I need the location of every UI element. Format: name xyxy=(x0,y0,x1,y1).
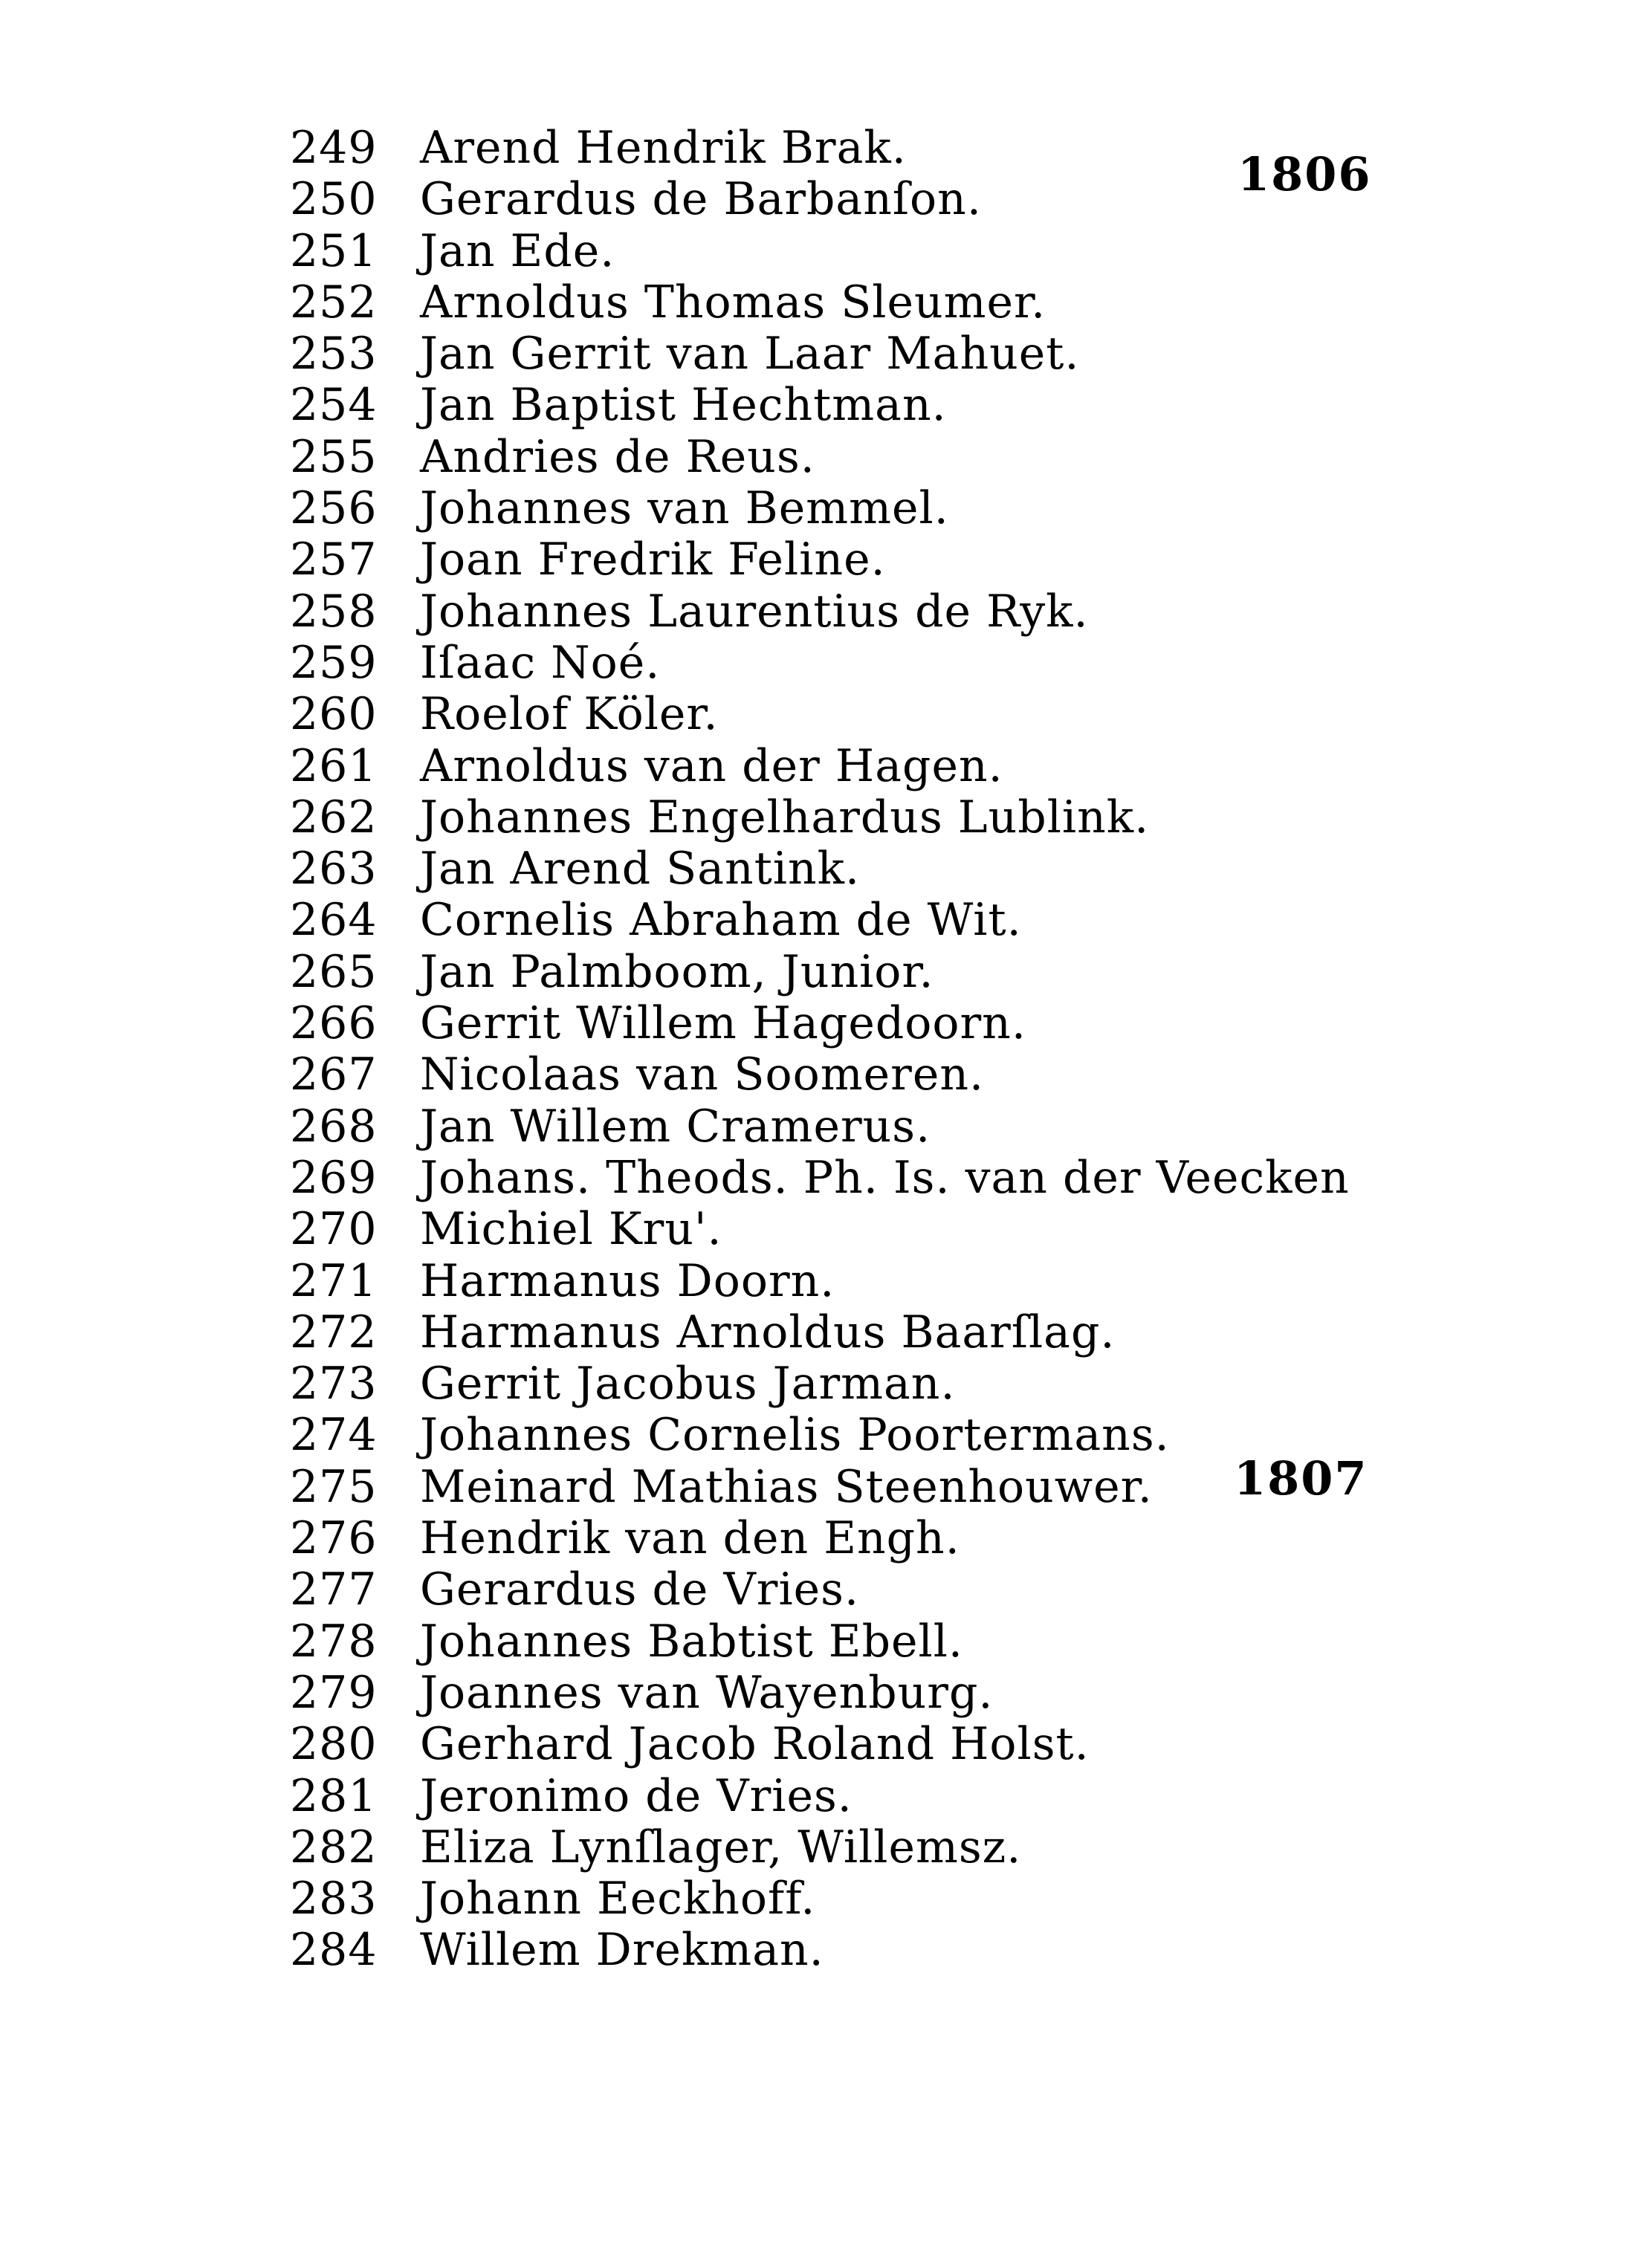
entry-name: Jan Gerrit van Laar Mahuet. xyxy=(420,328,1080,380)
entry-name: Gerardus de Vries. xyxy=(420,1564,860,1616)
list-item xyxy=(290,792,1449,843)
entry-name: Arend Hendrik Brak. xyxy=(420,122,907,174)
list-item xyxy=(290,1410,1449,1461)
entry-name: Jan Ede. xyxy=(420,224,615,277)
entry-number: 279 xyxy=(290,1666,378,1719)
entry-name: Jan Baptist Hechtman. xyxy=(420,379,947,432)
entry-name: Johannes van Bemmel. xyxy=(420,482,949,535)
entry-name: Joannes van Wayenburg. xyxy=(420,1666,994,1719)
entry-name: Hendrik van den Engh. xyxy=(420,1512,960,1565)
entry-name: Nicolaas van Soomeren. xyxy=(420,1049,985,1101)
entry-name: Johannes Engelhardus Lublink. xyxy=(420,791,1150,843)
entry-name: Arnoldus Thomas Sleumer. xyxy=(420,276,1046,328)
list-item xyxy=(290,483,1449,534)
list-item xyxy=(290,1049,1449,1101)
list-item xyxy=(290,1256,1449,1307)
list-item xyxy=(290,1668,1449,1719)
entry-name: Gerrit Jacobus Jarman. xyxy=(420,1358,956,1410)
entry-name: Johannes Cornelis Poortermans. xyxy=(420,1409,1170,1462)
year-marker-1806: 1806 xyxy=(1238,147,1372,201)
entry-number: 276 xyxy=(290,1512,378,1565)
list-item xyxy=(290,277,1449,328)
entry-name: Jeronimo de Vries. xyxy=(420,1769,852,1822)
entry-number: 265 xyxy=(290,945,378,998)
list-item xyxy=(290,1358,1449,1410)
entry-number: 261 xyxy=(290,739,378,792)
list-item xyxy=(290,1616,1449,1668)
entry-number: 283 xyxy=(290,1873,378,1925)
list-item xyxy=(290,328,1449,380)
list-item xyxy=(290,998,1449,1049)
list-item xyxy=(290,1564,1449,1616)
entry-number: 273 xyxy=(290,1358,378,1410)
entry-name: Andries de Reus. xyxy=(420,430,815,483)
entry-name: Gerhard Jacob Roland Holst. xyxy=(420,1718,1090,1771)
entry-number: 258 xyxy=(290,585,378,638)
entry-number: 263 xyxy=(290,843,378,895)
list-item xyxy=(290,1101,1449,1153)
entry-name: Eliza Lynſlager, Willemsz. xyxy=(420,1821,1022,1873)
list-item xyxy=(290,895,1449,946)
list-item xyxy=(290,123,1449,174)
entry-number: 278 xyxy=(290,1615,378,1668)
list-item xyxy=(290,689,1449,740)
list-item xyxy=(290,1307,1449,1358)
list-item xyxy=(290,1204,1449,1255)
list-item xyxy=(290,1873,1449,1925)
list-item xyxy=(290,226,1449,277)
entry-number: 249 xyxy=(290,122,378,174)
entry-name: Gerardus de Barbanſon. xyxy=(420,173,982,226)
entry-number: 269 xyxy=(290,1151,378,1204)
entry-number: 254 xyxy=(290,379,378,432)
entry-name: Cornelis Abraham de Wit. xyxy=(420,894,1022,947)
list-item xyxy=(290,586,1449,638)
entry-number: 260 xyxy=(290,688,378,741)
list-item xyxy=(290,1462,1449,1513)
entry-number: 256 xyxy=(290,482,378,535)
entry-name: Johannes Laurentius de Ryk. xyxy=(420,585,1089,638)
entry-number: 284 xyxy=(290,1924,378,1977)
entry-number: 262 xyxy=(290,791,378,843)
list-item xyxy=(290,432,1449,483)
entry-number: 252 xyxy=(290,276,378,328)
list-item xyxy=(290,1822,1449,1873)
entry-name: Arnoldus van der Hagen. xyxy=(420,739,1003,792)
list-item xyxy=(290,638,1449,689)
list-item xyxy=(290,1719,1449,1770)
entry-number: 250 xyxy=(290,173,378,226)
entry-number: 270 xyxy=(290,1203,378,1256)
entry-name: Johannes Babtist Ebell. xyxy=(420,1615,963,1668)
list-item xyxy=(290,174,1449,225)
entry-number: 253 xyxy=(290,328,378,380)
entry-name: Jan Arend Santink. xyxy=(420,843,861,895)
list-item xyxy=(290,1771,1449,1822)
list-item xyxy=(290,1925,1449,1976)
entry-name: Roelof Köler. xyxy=(420,688,719,741)
entry-name: Gerrit Willem Hagedoorn. xyxy=(420,997,1026,1050)
entry-number: 272 xyxy=(290,1306,378,1358)
entry-number: 281 xyxy=(290,1769,378,1822)
entry-number: 275 xyxy=(290,1460,378,1513)
entry-name: Johann Eeckhoff. xyxy=(420,1873,816,1925)
list-item xyxy=(290,843,1449,895)
entry-number: 264 xyxy=(290,894,378,947)
entry-name: Jan Palmboom, Junior. xyxy=(420,945,934,998)
entry-number: 282 xyxy=(290,1821,378,1873)
member-list xyxy=(290,123,1449,1977)
entry-name: Johans. Theods. Ph. Is. van der Veecken xyxy=(420,1151,1350,1204)
entry-number: 257 xyxy=(290,534,378,586)
entry-number: 266 xyxy=(290,997,378,1050)
entry-number: 259 xyxy=(290,636,378,689)
list-item xyxy=(290,1153,1449,1204)
entry-name: Iſaac Noé. xyxy=(420,636,661,689)
entry-name: Jan Willem Cramerus. xyxy=(420,1100,931,1153)
entry-name: Harmanus Doorn. xyxy=(420,1254,835,1307)
entry-number: 267 xyxy=(290,1049,378,1101)
year-marker-1807: 1807 xyxy=(1234,1451,1368,1506)
entry-name: Michiel Kru'. xyxy=(420,1203,722,1256)
entry-name: Meinard Mathias Steenhouwer. xyxy=(420,1460,1153,1513)
entry-number: 277 xyxy=(290,1564,378,1616)
entry-number: 271 xyxy=(290,1254,378,1307)
list-item xyxy=(290,380,1449,431)
entry-name: Joan Fredrik Feline. xyxy=(420,534,886,586)
list-item xyxy=(290,534,1449,586)
entry-name: Willem Drekman. xyxy=(420,1924,824,1977)
entry-number: 255 xyxy=(290,430,378,483)
entry-number: 251 xyxy=(290,224,378,277)
list-item xyxy=(290,741,1449,792)
entry-number: 268 xyxy=(290,1100,378,1153)
list-item xyxy=(290,1513,1449,1564)
entry-number: 280 xyxy=(290,1718,378,1771)
entry-name: Harmanus Arnoldus Baarſlag. xyxy=(420,1306,1116,1358)
list-item xyxy=(290,947,1449,998)
entry-number: 274 xyxy=(290,1409,378,1462)
